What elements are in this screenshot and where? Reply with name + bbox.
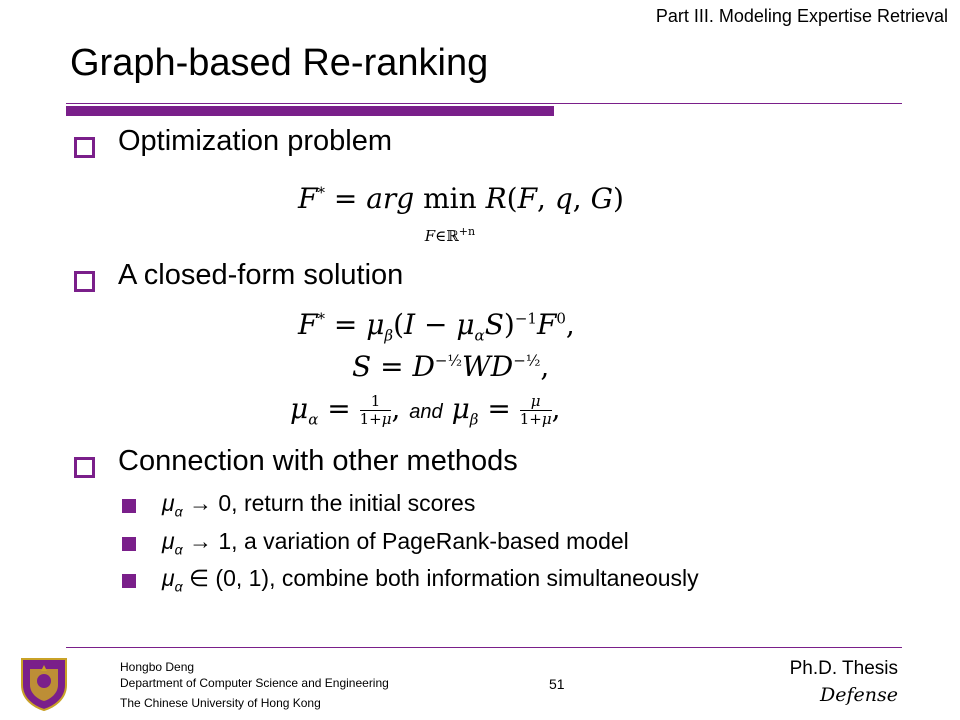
- equation-mu-definitions: $\mu_\alpha$ = $\frac{1}{1+\mu}$, and $\mu_\beta$ = $\frac{\mu}{1+\mu}$,: [290, 391, 561, 429]
- footer-defense-label: Defense: [820, 684, 898, 706]
- sub-bullet-text: ∈ (0, 1), combine both information simultaneously: [182, 565, 699, 591]
- sub-bullet-square-icon: [122, 499, 136, 513]
- equation-optimization: F* = arg min F∈ℝ$^{+n}$ R(F, q, G): [298, 182, 624, 245]
- bullet-square-icon: [74, 137, 95, 158]
- footer-university: The Chinese University of Hong Kong: [120, 696, 321, 710]
- sub-bullet-square-icon: [122, 537, 136, 551]
- sub-bullet-item: [162, 490, 475, 520]
- bullet-square-icon: [74, 457, 95, 478]
- equation-closed-form: $F^* = \mu_\beta(I - \mu_\alpha S)^{-1}F^0$,: [298, 308, 575, 345]
- section-heading-optimization: Optimization problem: [118, 125, 392, 157]
- university-crest-icon: [18, 655, 70, 711]
- page-number: 51: [549, 676, 565, 692]
- mu-symbol: μ: [162, 490, 175, 516]
- sub-bullet-item: [162, 528, 629, 558]
- sub-bullet-square-icon: [122, 574, 136, 588]
- alpha-subscript: α: [174, 541, 183, 558]
- sub-bullet-text: → 1, a variation of PageRank-based model: [182, 528, 629, 554]
- section-heading-closed-form: A closed-form solution: [118, 259, 404, 291]
- equation-s-definition: $S = D^{-\frac{1}{2}}WD^{-\frac{1}{2}}$,: [352, 350, 550, 383]
- bullet-square-icon: [74, 271, 95, 292]
- footer-thesis-label: Ph.D. Thesis: [789, 658, 898, 679]
- alpha-subscript: α: [174, 578, 183, 595]
- slide-title: Graph-based Re-ranking: [70, 42, 489, 84]
- title-underline: [66, 103, 902, 104]
- mu-symbol: μ: [162, 528, 175, 554]
- title-accent-bar: [66, 106, 554, 116]
- part-label: Part III. Modeling Expertise Retrieval: [655, 6, 948, 26]
- footer-divider: [66, 647, 902, 648]
- footer-department: Department of Computer Science and Engineering: [120, 676, 389, 690]
- mu-symbol: μ: [162, 565, 175, 591]
- alpha-subscript: α: [174, 503, 183, 520]
- sub-bullet-item: [162, 565, 699, 595]
- footer-author: Hongbo Deng: [120, 660, 195, 674]
- sub-bullet-text: → 0, return the initial scores: [182, 490, 476, 516]
- section-heading-connection: Connection with other methods: [118, 445, 518, 477]
